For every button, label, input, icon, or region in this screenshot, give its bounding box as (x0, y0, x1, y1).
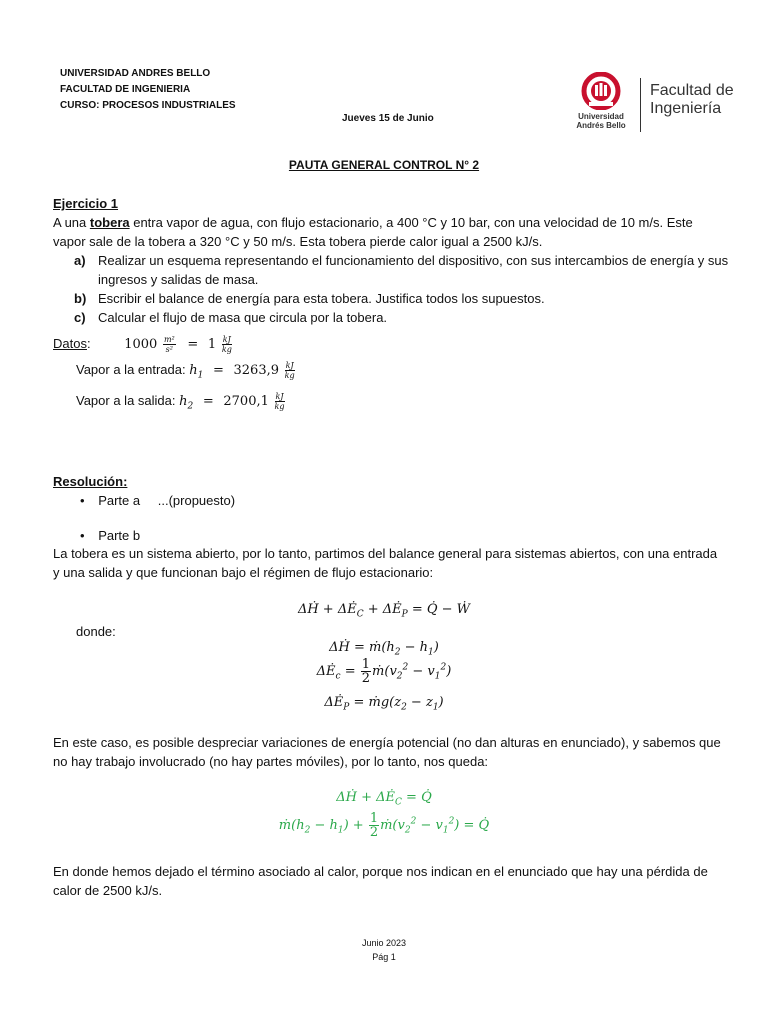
equation-simplified: ΔḢ + $\Delta Ė_C$ = Q̇ (336, 790, 432, 808)
fraction-m2-s2: $\frac{\text{m²}}{\text{s²}}$ (163, 335, 175, 355)
resolution-heading: Resolución: (53, 474, 128, 489)
footer-date: Junio 2023 (361, 938, 407, 948)
exercise-statement: A una tobera entra vapor de agua, con flujo estacionario, a 400 °C y 10 bar, con una velocidad de 10 m/s. Este vapor sale de la tobera a 320 °C y 50 m/s. Esta tobera pierde calor igual a 2500 kJ/s. (53, 215, 693, 249)
faculty-name: FACULTAD DE INGENIERIA (60, 84, 191, 95)
exercise-heading: Ejercicio 1 (53, 196, 119, 211)
list-item: • Parte b (80, 528, 141, 543)
datos-label: Datos (53, 336, 87, 351)
keyword-tobera: tobera (89, 215, 130, 230)
fraction-kj-kg: $\frac{kJ}{kg}$ (284, 361, 295, 381)
faculty-logo (570, 72, 740, 136)
logo-university-text: Universidad Andrés Bello (576, 112, 626, 130)
list-item: • Parte a ...(propuesto) (80, 493, 236, 508)
data-h2-line: Vapor a la salida: $h_2 = 2700,1$ $\frac{kJ}{kg}$ (76, 392, 285, 412)
equation-enthalpy: ΔḢ = $ṁ(h_2 - h_1)$ (329, 640, 439, 658)
paragraph-assumptions: En este caso, es posible despreciar variaciones de energía potencial (no dan alturas en enunciado), y sabemos que no hay trabajo involucrado (no hay partes móviles), por lo tanto, nos queda: (53, 735, 721, 769)
page-footer (0, 936, 768, 964)
data-h1-line: Vapor a la entrada: $h_1 = 3263,9$ $\frac{kJ}{kg}$ (76, 361, 295, 381)
logo-faculty-text: Facultad de Ingeniería (650, 82, 734, 117)
list-item: c) Calcular el flujo de masa que circula por la tobera. (74, 310, 388, 325)
equation-general-balance: ΔḢ + $\Delta Ė_C$ + $\Delta Ė_P$ = Q̇ − Ẇ (297, 602, 471, 620)
equation-kinetic: $\Delta Ė_c$ = $\frac{1}{2}$ $ṁ(v_2^2 - v_1^2)$ (316, 657, 452, 686)
fraction-kj-kg: $\frac{kJ}{kg}$ (221, 335, 232, 355)
bullet-icon: • (80, 493, 85, 508)
page-number: Pág 1 (372, 952, 396, 962)
page-title: PAUTA GENERAL CONTROL N° 2 (288, 158, 480, 172)
course-name: CURSO: PROCESOS INDUSTRIALES (60, 100, 236, 111)
donde-label: donde: (76, 624, 116, 639)
university-crest-icon (581, 72, 621, 110)
fraction-kj-kg: $\frac{kJ}{kg}$ (274, 392, 285, 412)
exercise-items (74, 251, 734, 327)
data-conversion-line: Datos: 1000 $\frac{\text{m²}}{\text{s²}}$ = 1 $\frac{kJ}{kg}$ (53, 335, 232, 355)
equation-expanded: $ṁ(h_2 - h_1)$ + $\frac{1}{2}$ $ṁ(v_2^2 - v_1^2)$ = Q̇ (278, 811, 490, 840)
document-date: Jueves 15 de Junio (342, 113, 434, 124)
paragraph-heat-loss: En donde hemos dejado el término asociado al calor, porque nos indican en el enunciado que hay una pérdida de calor de 2500 kJ/s. (53, 864, 708, 898)
bullet-icon: • (80, 528, 85, 543)
university-name: UNIVERSIDAD ANDRES BELLO (60, 68, 211, 79)
list-item: a) Realizar un esquema representando el funcionamiento del dispositivo, con sus intercambios de energía y sus ingresos y salidas de masa. (74, 253, 729, 287)
paragraph-open-system: La tobera es un sistema abierto, por lo tanto, partimos del balance general para sistemas abiertos, con una entrada y una salida y que funcionan bajo el régimen de flujo estacionario: (53, 546, 718, 580)
logo-divider (640, 78, 641, 132)
institution-header (60, 66, 236, 114)
list-item: b) Escribir el balance de energía para esta tobera. Justifica todos los supuestos. (74, 291, 545, 306)
equation-potential: $\Delta Ė_P$ = $ṁg(z_2 - z_1)$ (324, 695, 444, 713)
